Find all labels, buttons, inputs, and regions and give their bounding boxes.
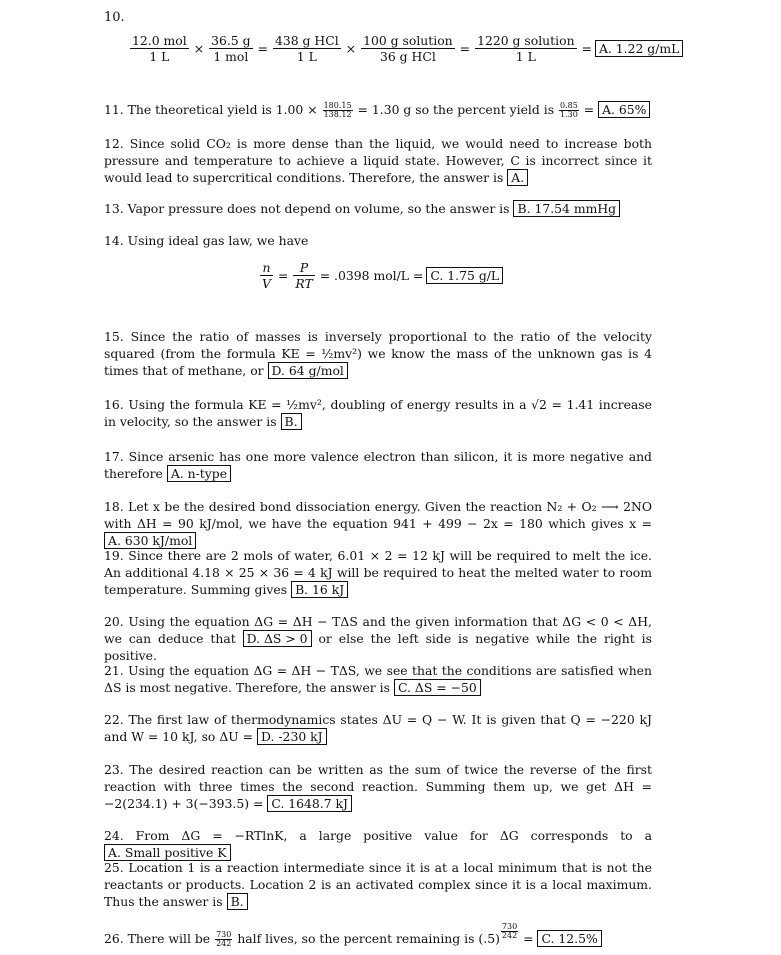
- q17-paragraph: 17. Since arsenic has one more valence electron than silicon, it is more negative and therefore A. n-type: [104, 449, 652, 481]
- q12-paragraph: 12. Since solid CO₂ is more dense than the liquid, we would need to increase both pressure and temperature to achieve a liquid state. However, C is incorrect since it would lead to supercritical conditions. Therefore, the answer is A.: [104, 136, 652, 185]
- q10-fraction-5: $\frac{\text{1220 g solution}}{1 L}$: [477, 33, 575, 64]
- q10-fraction-1: $\frac{\text{12.0 mol}}{1 L}$: [132, 33, 187, 64]
- q10-number: 10.: [104, 10, 125, 25]
- q16-paragraph: 16. Using the formula KE = ½mv², doubling of energy results in a √2 = 1.41 increase in velocity, so the answer is B.: [104, 397, 652, 429]
- q26-exponent-fraction: $\frac{730}{242}$: [501, 922, 518, 940]
- q21-paragraph: 21. Using the equation ΔG = ΔH − TΔS, we see that the conditions are satisfied when ΔS is most negative. Therefore, the answer is C. ΔS = −50: [104, 663, 652, 695]
- q19-answer-box: B. 16 kJ: [291, 581, 348, 598]
- q26-half-lives-fraction: $\frac{730}{242}$: [216, 930, 232, 949]
- q11-percent-fraction: $\frac{0.85}{1.30}$: [560, 101, 578, 119]
- q24-answer-box: A. Small positive K: [104, 844, 231, 861]
- q21-answer-box: C. ΔS = −50: [394, 679, 481, 696]
- q18-paragraph: 18. Let x be the desired bond dissociation energy. Given the reaction N₂ + O₂ ⟶ 2NO with ΔH = 90 kJ/mol, we have the equation 941 + 499 − 2x = 180 which gives x = A. 630 kJ/mol: [104, 499, 652, 548]
- q10-equation: $\frac{\text{12.0 mol}}{1 L}$ × $\frac{36.5 g}{\text{1 mol}}$ = $\frac{\text{438 g HCl}}{1 L}$ × $\frac{\text{100 g solution}}{\text{36 g HCl}}$ = $\frac{\text{1220 g solution}}{1 L}$ = A. 1.22 g/mL: [128, 33, 683, 64]
- q16-answer-box: B.: [281, 413, 302, 430]
- q20-paragraph: 20. Using the equation ΔG = ΔH − TΔS and the given information that ΔG < 0 < ΔH, we can deduce that D. ΔS > 0 or else the left side is negative while the right is positive.: [104, 614, 652, 663]
- q13-answer-box: B. 17.54 mmHg: [513, 200, 620, 217]
- q10-fraction-2: $\frac{36.5 g}{\text{1 mol}}$: [211, 33, 251, 64]
- q14-equation: $\frac{n}{V}$ = $\frac{P}{RT}$ = .0398 mol/L = C. 1.75 g/L: [258, 260, 503, 291]
- q14-lhs-fraction: $\frac{n}{V}$: [262, 260, 271, 291]
- q20-answer-box: D. ΔS > 0: [243, 630, 312, 647]
- q12-answer-box: A.: [507, 169, 528, 186]
- q11-answer-box: A. 65%: [598, 101, 650, 118]
- q10-fraction-3: $\frac{\text{438 g HCl}}{1 L}$: [274, 33, 339, 64]
- q13-paragraph: 13. Vapor pressure does not depend on volume, so the answer is B. 17.54 mmHg: [104, 200, 652, 217]
- q14-answer-box: C. 1.75 g/L: [426, 267, 503, 284]
- q14-rhs-fraction: $\frac{P}{RT}$: [295, 260, 313, 291]
- q14-paragraph: 14. Using ideal gas law, we have: [104, 233, 309, 248]
- q15-paragraph: 15. Since the ratio of masses is inversely proportional to the ratio of the velocity squared (from the formula KE = ½mv²) we know the mass of the unknown gas is 4 times that of methane, or D. 64 g/mol: [104, 329, 652, 378]
- q15-answer-box: D. 64 g/mol: [268, 362, 348, 379]
- q22-answer-box: D. -230 kJ: [257, 728, 327, 745]
- q23-answer-box: C. 1648.7 kJ: [267, 795, 352, 812]
- q18-answer-box: A. 630 kJ/mol: [104, 532, 196, 549]
- q23-paragraph: 23. The desired reaction can be written as the sum of twice the reverse of the first reaction with three times the second reaction. Summing them up, we get ΔH = −2(234.1) + 3(−393.5) = C. 1648.7 kJ: [104, 762, 652, 811]
- q10-fraction-4: $\frac{\text{100 g solution}}{\text{36 g HCl}}$: [363, 33, 453, 64]
- q26-paragraph: 26. There will be $\frac{730}{242}$ half lives, so the percent remaining is (.5) $\frac{730}{242}$ = C. 12.5%: [104, 923, 652, 948]
- q17-answer-box: A. n-type: [167, 465, 231, 482]
- q25-paragraph: 25. Location 1 is a reaction intermediate since it is at a local minimum that is not the reactants or products. Location 2 is an activated complex since it is a local maximum. Thus the answer is B.: [104, 860, 652, 909]
- q24-paragraph: 24. From ΔG = −RTlnK, a large positive value for ΔG corresponds to a A. Small positive K: [104, 828, 652, 860]
- q22-paragraph: 22. The first law of thermodynamics states ΔU = Q − W. It is given that Q = −220 kJ and W = 10 kJ, so ΔU = D. -230 kJ: [104, 712, 652, 744]
- q11-fraction: $\frac{180.15}{138.12}$: [323, 101, 352, 119]
- q11-paragraph: 11. The theoretical yield is 1.00 × $\frac{180.15}{138.12}$ = 1.30 g so the percent yield is $\frac{0.85}{1.30}$ = A. 65%: [104, 101, 652, 119]
- q25-answer-box: B.: [227, 893, 248, 910]
- q10-answer-box: A. 1.22 g/mL: [595, 40, 683, 57]
- q26-answer-box: C. 12.5%: [537, 930, 601, 947]
- q19-paragraph: 19. Since there are 2 mols of water, 6.01 × 2 = 12 kJ will be required to melt the ice. An additional 4.18 × 25 × 36 = 4 kJ will be required to heat the melted water to room temperature. Summing gives B. 16 kJ: [104, 548, 652, 597]
